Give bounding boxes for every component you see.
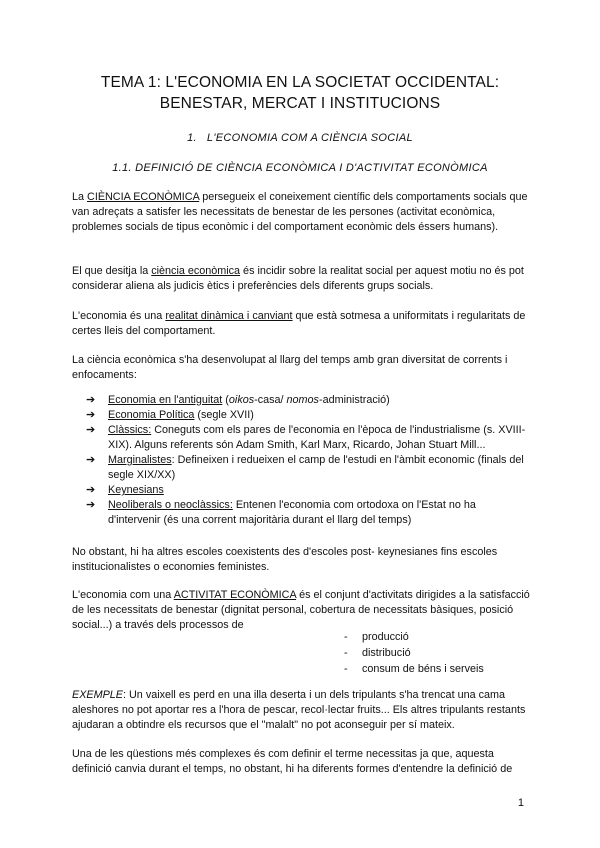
paragraph-corrents-intro: La ciència econòmica s'ha desenvolupat al llarg del temps amb gran diversitat de corrents i enfocaments: (72, 354, 508, 381)
arrow-icon: ➔ (86, 484, 96, 496)
list-item: - producció (344, 631, 409, 643)
currents-list (86, 393, 526, 528)
list-item: ➔ Economia Política (segle XVII) (86, 409, 254, 421)
arrow-icon: ➔ (86, 454, 96, 466)
paragraph-ciencia-economica: La CIÈNCIA ECONÒMICA persegueix el coneixement científic dels comportaments socials que van adreçats a satisfer les necessitats de benestar de les persones (activitat econòmica, problemes socials de tipus econòmic i del comportament econòmic dels éssers humans). (72, 191, 528, 233)
list-item: ➔ Economia en l'antiguitat (oikos-casa/ nomos-administració) (86, 394, 390, 406)
page-number: 1 (517, 797, 524, 809)
term-ciencia-economica: CIÈNCIA ECONÒMICA (87, 191, 200, 203)
paragraph-necessitats: Una de les qüestions més complexes és com definir el terme necessitas ja que, aquesta definició canvia durant el temps, no obstant, hi ha diferents formes d'entendre la definició de (72, 748, 513, 775)
term-realitat-dinamica: realitat dinàmica i canviant (165, 310, 293, 322)
term-ciencia-economica-2: ciència econòmica (151, 265, 241, 277)
example-label: EXEMPLE (72, 689, 124, 701)
subsection-heading: 1.1. DEFINICIÓ DE CIÈNCIA ECONÒMICA I D'ACTIVITAT ECONÒMICA (112, 162, 488, 174)
arrow-icon: ➔ (86, 424, 96, 436)
title-line-2: BENESTAR, MERCAT I INSTITUCIONS (159, 95, 441, 112)
paragraph-objectiu: El que desitja la ciència econòmica és incidir sobre la realitat social per aquest motiu no és pot considerar aliena als judicis ètics i preferències dels diferents grups socials. (72, 265, 524, 292)
section-title: L'ECONOMIA COM A CIÈNCIA SOCIAL (206, 132, 413, 144)
paragraph-altres-escoles: No obstant, hi ha altres escoles coexistents des d'escoles post- keynesianes fins escoles institucionalistes o economies feministes. (72, 546, 498, 573)
arrow-icon: ➔ (86, 499, 96, 511)
section-number: 1. (187, 132, 197, 144)
paragraph-activitat-economica: L'economia com una ACTIVITAT ECONÒMICA és el conjunt d'activitats dirigides a la satisfacció de les necessitats de benestar (dignitat personal, cobertura de necessitats bàsiques, posició social...) a través dels processos de (72, 589, 530, 631)
list-item: ➔ Marginalistes: Defineixen i redueixen el camp de l'estudi en l'àmbit economic (finals del segle XIX/XX) (86, 454, 524, 481)
list-item: - distribució (344, 647, 411, 659)
title-line-1: TEMA 1: L'ECONOMIA EN LA SOCIETAT OCCIDENTAL: (100, 74, 500, 91)
processes-list (344, 629, 484, 677)
arrow-icon: ➔ (86, 394, 96, 406)
paragraph-realitat-dinamica: L'economia és una realitat dinàmica i canviant que està sotmesa a uniformitats i regularitats de certes lleis del comportament. (72, 310, 526, 337)
list-item: ➔ Clàssics: Coneguts com els pares de l'economia en l'època de l'industrialisme (s. XVIII-XIX). Alguns referents són Adam Smith, Karl Marx, Ricardo, Johan Stuart Mill... (86, 424, 526, 451)
document-title (60, 72, 540, 114)
term-activitat-economica: ACTIVITAT ECONÒMICA (173, 589, 297, 601)
arrow-icon: ➔ (86, 409, 96, 421)
section-heading (0, 132, 600, 144)
list-item: - consum de béns i serveis (344, 663, 484, 675)
list-item: ➔ Keynesians (86, 484, 164, 496)
list-item: ➔ Neoliberals o neoclàssics: Entenen l'economia com ortodoxa on l'Estat no ha d'intervenir (és una corrent majoritària durant el llarg del temps) (86, 499, 476, 526)
paragraph-exemple: EXEMPLE: Un vaixell es perd en una illa deserta i un dels tripulants s'ha trencat una cama aleshores no pot aportar res a l'hora de pescar, recol·lectar fruits... Els altres tripulants restants ajudaran a obtindre els recursos que el "malalt" no pot aconseguir per sí mateix. (72, 689, 526, 731)
